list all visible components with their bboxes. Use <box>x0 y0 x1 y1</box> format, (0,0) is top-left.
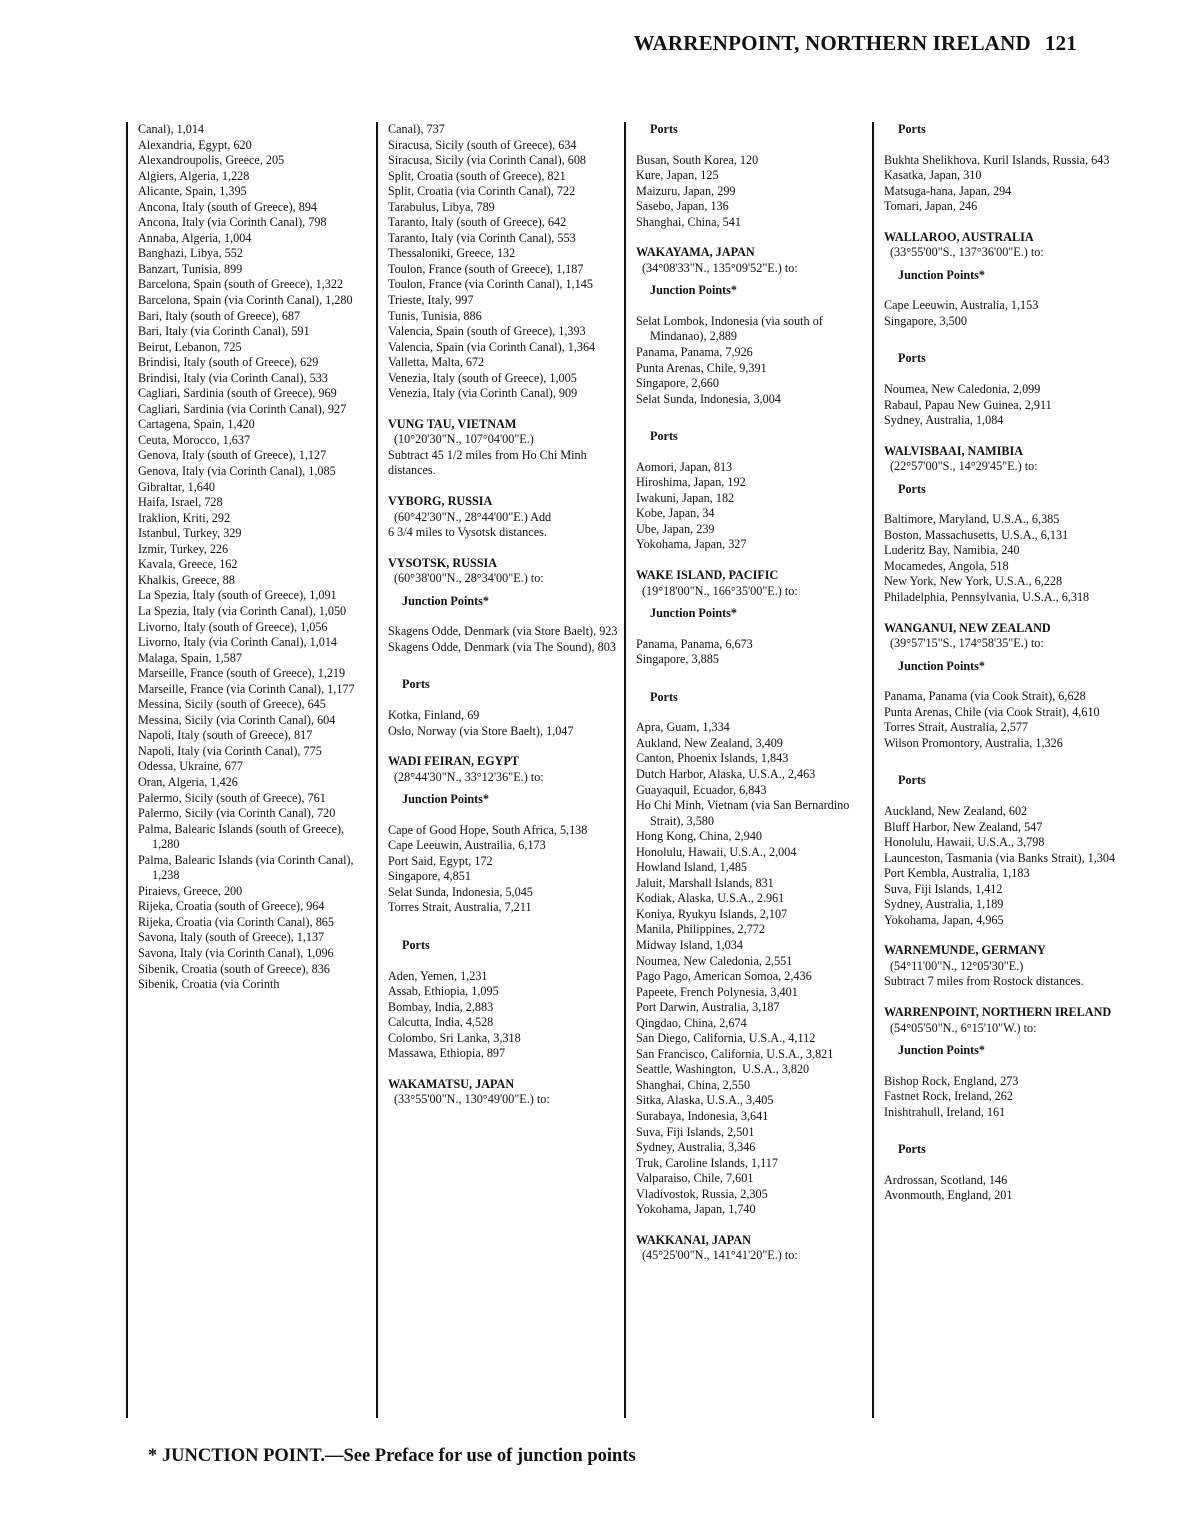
distance-entry: Koniya, Ryukyu Islands, 2,107 <box>636 906 788 921</box>
distance-entry: Shanghai, China, 2,550 <box>636 1077 751 1092</box>
running-head <box>634 31 1077 56</box>
section-subheading: Junction Points* <box>898 1043 986 1058</box>
distance-entry: Sibenik, Croatia (south of Greece), 836 <box>138 961 330 976</box>
distance-entry: Rijeka, Croatia (via Corinth Canal), 865 <box>138 914 334 929</box>
distance-entry: Punta Arenas, Chile, 9,391 <box>636 360 767 375</box>
distance-entry: Panama, Panama (via Cook Strait), 6,628 <box>884 689 1086 704</box>
distance-entry: Guayaquil, Ecuador, 6,843 <box>636 782 767 797</box>
spacer <box>388 916 620 931</box>
distance-entry: Torres Strait, Australia, 2,577 <box>884 720 1029 735</box>
port-coordinates: (28°44'30"N., 33°12'36"E.) to: <box>394 769 544 784</box>
port-heading: VYSOTSK, RUSSIA <box>388 555 498 570</box>
port-coordinates: (34°08'33"N., 135°09'52"E.) to: <box>642 260 798 275</box>
distance-entry: Brindisi, Italy (via Corinth Canal), 533 <box>138 370 328 385</box>
distance-entry: San Diego, California, U.S.A., 4,112 <box>636 1031 816 1046</box>
distance-entry: Baltimore, Maryland, U.S.A., 6,385 <box>884 512 1060 527</box>
distance-entry: Messina, Sicily (via Corinth Canal), 604 <box>138 712 336 727</box>
distance-entry: Aukland, New Zealand, 3,409 <box>636 735 783 750</box>
column-2 <box>376 122 620 1418</box>
distance-entry: Cartagena, Spain, 1,420 <box>138 417 255 432</box>
distance-entry: Papeete, French Polynesia, 3,401 <box>636 984 798 999</box>
distance-entry: Barcelona, Spain (south of Greece), 1,322 <box>138 277 344 292</box>
distance-entry: Sydney, Australia, 3,346 <box>636 1140 756 1155</box>
distance-entry: Beirut, Lebanon, 725 <box>138 339 242 354</box>
distance-entry: Port Kembla, Australia, 1,183 <box>884 866 1030 881</box>
distance-entry: Qingdao, China, 2,674 <box>636 1015 747 1030</box>
port-coordinates: (54°11'00"N., 12°05'30"E.) <box>890 958 1024 973</box>
distance-entry: Luderitz Bay, Namibia, 240 <box>884 543 1020 558</box>
distance-entry: Piraievs, Greece, 200 <box>138 883 243 898</box>
column-1 <box>126 122 370 1418</box>
distance-entry: Cape Leeuwin, Austrailia, 6,173 <box>388 838 546 853</box>
distance-entry: Port Darwin, Australia, 3,187 <box>636 1000 780 1015</box>
distance-entry: Valencia, Spain (via Corinth Canal), 1,364 <box>388 339 596 354</box>
distance-entry: Banghazi, Libya, 552 <box>138 246 243 261</box>
section-subheading: Ports <box>898 773 926 788</box>
distance-entry: Ho Chi Minh, Vietnam (via San Bernardino Strait), 3,580 <box>636 798 853 828</box>
distance-entry: Ardrossan, Scotland, 146 <box>884 1172 1008 1187</box>
section-subheading: Junction Points* <box>402 792 490 807</box>
distance-entry: Cagliari, Sardinia (south of Greece), 969 <box>138 386 337 401</box>
port-coordinates: (54°05'50"N., 6°15'10"W.) to: <box>890 1020 1037 1035</box>
distance-entry: Singapore, 4,851 <box>388 869 471 884</box>
port-coordinates: (22°57'00"S., 14°29'45"E.) to: <box>890 459 1038 474</box>
distance-entry: Khalkis, Greece, 88 <box>138 572 235 587</box>
distance-entry: Alexandria, Egypt, 620 <box>138 137 252 152</box>
port-note: Subtract 7 miles from Rostock distances. <box>884 974 1084 989</box>
distance-entry: Palermo, Sicily (via Corinth Canal), 720 <box>138 806 336 821</box>
distance-entry: Canal), 737 <box>388 122 445 136</box>
distance-entry: Savona, Italy (south of Greece), 1,137 <box>138 930 325 945</box>
port-heading: WAKKANAI, JAPAN <box>636 1232 751 1247</box>
distance-entry: Avonmouth, England, 201 <box>884 1188 1013 1203</box>
distance-entry: Messina, Sicily (south of Greece), 645 <box>138 697 326 712</box>
distance-entry: Haifa, Israel, 728 <box>138 495 223 510</box>
distance-entry: Genova, Italy (via Corinth Canal), 1,085 <box>138 464 336 479</box>
distance-entry: Napoli, Italy (south of Greece), 817 <box>138 728 313 743</box>
section-subheading: Ports <box>402 937 430 952</box>
section-subheading: Junction Points* <box>898 658 986 673</box>
distance-entry: La Spezia, Italy (via Corinth Canal), 1,050 <box>138 603 347 618</box>
distance-entry: Brindisi, Italy (south of Greece), 629 <box>138 355 319 370</box>
spacer <box>884 1120 1116 1135</box>
distance-entry: Trieste, Italy, 997 <box>388 293 474 308</box>
port-note: 6 3/4 miles to Vysotsk distances. <box>388 525 547 540</box>
distance-entry: Marseille, France (via Corinth Canal), 1,177 <box>138 681 355 696</box>
port-coordinates: (60°42'30"N., 28°44'00"E.) Add <box>394 509 552 524</box>
section-subheading: Ports <box>898 351 926 366</box>
distance-entry: Taranto, Italy (south of Greece), 642 <box>388 215 567 230</box>
distance-entry: Inishtrahull, Ireland, 161 <box>884 1104 1006 1119</box>
distance-entry: Hong Kong, China, 2,940 <box>636 829 762 844</box>
distance-entry: Palma, Balearic Islands (south of Greece), 1,280 <box>138 821 348 852</box>
distance-entry: Sydney, Australia, 1,084 <box>884 413 1004 428</box>
port-heading: WADI FEIRAN, EGYPT <box>388 754 520 769</box>
distance-entry: Mocamedes, Angola, 518 <box>884 558 1009 573</box>
port-heading: WAKAMATSU, JAPAN <box>388 1076 515 1091</box>
distance-entry: Kodiak, Alaska, U.S.A., 2.961 <box>636 891 785 906</box>
spacer <box>884 751 1116 766</box>
distance-entry: Valparaiso, Chile, 7,601 <box>636 1171 754 1186</box>
distance-entry: Valencia, Spain (south of Greece), 1,393 <box>388 324 586 339</box>
distance-entry: Selat Sunda, Indonesia, 3,004 <box>636 391 781 406</box>
distance-entry: Odessa, Ukraine, 677 <box>138 759 243 774</box>
distance-entry: Vladivostok, Russia, 2,305 <box>636 1186 768 1201</box>
distance-entry: Suva, Fiji Islands, 1,412 <box>884 881 1003 896</box>
distance-entry: Bombay, India, 2,883 <box>388 999 494 1014</box>
section-subheading: Junction Points* <box>898 267 986 282</box>
distance-entry: Canal), 1,014 <box>138 122 205 136</box>
distance-entry: Matsuga-hana, Japan, 294 <box>884 183 1012 198</box>
distance-entry: Ceuta, Morocco, 1,637 <box>138 432 251 447</box>
distance-entry: Yokohama, Japan, 4,965 <box>884 912 1004 927</box>
distance-entry: Rabaul, Papau New Guinea, 2,911 <box>884 397 1052 412</box>
distance-entry: Selat Sunda, Indonesia, 5,045 <box>388 884 533 899</box>
distance-entry: Cagliari, Sardinia (via Corinth Canal), 927 <box>138 401 347 416</box>
port-heading: WANGANUI, NEW ZEALAND <box>884 620 1051 635</box>
footnote: * JUNCTION POINT.—See Preface for use of junction points <box>148 1446 636 1466</box>
distance-entry: La Spezia, Italy (south of Greece), 1,091 <box>138 588 337 603</box>
distance-entry: Assab, Ethiopia, 1,095 <box>388 984 499 999</box>
port-heading: VUNG TAU, VIETNAM <box>388 416 517 431</box>
distance-entry: Taranto, Italy (via Corinth Canal), 553 <box>388 230 576 245</box>
spacer <box>884 329 1116 344</box>
distance-entry: Noumea, New Caledonia, 2,551 <box>636 953 793 968</box>
distance-entry: Surabaya, Indonesia, 3,641 <box>636 1108 769 1123</box>
distance-entry: Singapore, 3,500 <box>884 313 967 328</box>
distance-entry: Shanghai, China, 541 <box>636 214 741 229</box>
distance-entry: Torres Strait, Australia, 7,211 <box>388 900 532 915</box>
distance-entry: Kavala, Greece, 162 <box>138 557 238 572</box>
distance-entry: Rijeka, Croatia (south of Greece), 964 <box>138 899 325 914</box>
distance-entry: Skagens Odde, Denmark (via The Sound), 803 <box>388 639 616 654</box>
distance-entry: Selat Lombok, Indonesia (via south of Mindanao), 2,889 <box>636 313 826 344</box>
distance-entry: Fastnet Rock, Ireland, 262 <box>884 1089 1013 1104</box>
distance-entry: Iraklion, Kriti, 292 <box>138 510 231 525</box>
distance-entry: Hiroshima, Japan, 192 <box>636 475 746 490</box>
column-3 <box>624 122 868 1418</box>
section-subheading: Ports <box>650 689 678 704</box>
port-coordinates: (33°55'00"S., 137°36'00"E.) to: <box>890 245 1044 260</box>
distance-entry: Panama, Panama, 7,926 <box>636 345 753 360</box>
distance-entry: Manila, Philippines, 2,772 <box>636 922 765 937</box>
distance-entry: Howland Island, 1,485 <box>636 860 748 875</box>
distance-entry: Oslo, Norway (via Store Baelt), 1,047 <box>388 723 574 738</box>
distance-entry: Boston, Massachusetts, U.S.A., 6,131 <box>884 527 1069 542</box>
distance-entry: Livorno, Italy (via Corinth Canal), 1,014 <box>138 635 338 650</box>
running-head-title: WARRENPOINT, NORTHERN IRELAND <box>633 31 1031 55</box>
port-heading: WALVISBAAI, NAMIBIA <box>884 443 1024 458</box>
distance-entry: Seattle, Washington, U.S.A., 3,820 <box>636 1062 810 1077</box>
port-coordinates: (33°55'00"N., 130°49'00"E.) to: <box>394 1092 550 1107</box>
distance-entry: Colombo, Sri Lanka, 3,318 <box>388 1030 521 1045</box>
distance-entry: Palma, Balearic Islands (via Corinth Canal), 1,238 <box>138 852 357 883</box>
port-heading: VYBORG, RUSSIA <box>388 494 493 509</box>
distance-entry: Palermo, Sicily (south of Greece), 761 <box>138 790 326 805</box>
distance-entry: Genova, Italy (south of Greece), 1,127 <box>138 448 327 463</box>
distance-entry: Honolulu, Hawaii, U.S.A., 3,798 <box>884 835 1045 850</box>
distance-entry: Gibraltar, 1,640 <box>138 479 216 494</box>
distance-entry: Malaga, Spain, 1,587 <box>138 650 242 665</box>
distance-entry: San Francisco, California, U.S.A., 3,821 <box>636 1046 834 1061</box>
distance-entry: Kotka, Finland, 69 <box>388 707 480 722</box>
distance-entry: Ancona, Italy (south of Greece), 894 <box>138 199 318 214</box>
distance-entry: Bari, Italy (south of Greece), 687 <box>138 308 301 323</box>
distance-entry: Bukhta Shelikhova, Kuril Islands, Russia, 643 <box>884 152 1110 167</box>
distance-entry: Launceston, Tasmania (via Banks Strait), 1,304 <box>884 850 1116 865</box>
distance-entry: Split, Croatia (south of Greece), 821 <box>388 168 566 183</box>
section-subheading: Junction Points* <box>650 606 738 621</box>
port-heading: WALLAROO, AUSTRALIA <box>884 229 1034 244</box>
distance-entry: Alicante, Spain, 1,395 <box>138 184 247 199</box>
distance-entry: Apra, Guam, 1,334 <box>636 720 730 735</box>
port-coordinates: (60°38'00"N., 28°34'00"E.) to: <box>394 571 544 586</box>
distance-entry: Savona, Italy (via Corinth Canal), 1,096 <box>138 945 334 960</box>
distance-entry: Yokohama, Japan, 1,740 <box>636 1202 756 1217</box>
distance-entry: New York, New York, U.S.A., 6,228 <box>884 574 1063 589</box>
distance-entry: Tunis, Tunisia, 886 <box>388 308 482 323</box>
distance-entry: Aomori, Japan, 813 <box>636 459 733 474</box>
distance-entry: Siracusa, Sicily (via Corinth Canal), 608 <box>388 153 587 168</box>
distance-entry: Banzart, Tunisia, 899 <box>138 261 243 276</box>
distance-entry: Panama, Panama, 6,673 <box>636 636 753 651</box>
distance-entry: Venezia, Italy (south of Greece), 1,005 <box>388 370 577 385</box>
spacer <box>636 407 868 422</box>
distance-entry: Split, Croatia (via Corinth Canal), 722 <box>388 184 576 199</box>
distance-entry: Sitka, Alaska, U.S.A., 3,405 <box>636 1093 774 1108</box>
section-subheading: Ports <box>898 122 926 136</box>
port-coordinates: (39°57'15"S., 174°58'35"E.) to: <box>890 636 1044 651</box>
distance-entry: Iwakuni, Japan, 182 <box>636 490 735 505</box>
distance-entry: Honolulu, Hawaii, U.S.A., 2,004 <box>636 844 797 859</box>
distance-entry: Midway Island, 1,034 <box>636 937 743 952</box>
distance-entry: Livorno, Italy (south of Greece), 1,056 <box>138 619 328 634</box>
distance-entry: Tarabulus, Libya, 789 <box>388 199 495 214</box>
port-note: Subtract 45 1/2 miles from Ho Chi Minh distances. <box>388 447 587 478</box>
distance-entry: Toulon, France (via Corinth Canal), 1,145 <box>388 277 593 292</box>
port-coordinates: (19°18'00"N., 166°35'00"E.) to: <box>642 583 798 598</box>
distance-entry: Istanbul, Turkey, 329 <box>138 526 242 541</box>
distance-entry: Kasatka, Japan, 310 <box>884 168 982 183</box>
distance-entry: Alexandroupolis, Greece, 205 <box>138 153 285 168</box>
port-heading: WAKE ISLAND, PACIFIC <box>636 568 779 583</box>
distance-entry: Massawa, Ethiopia, 897 <box>388 1046 506 1061</box>
column-4 <box>872 122 1116 1418</box>
distance-entry: Singapore, 3,885 <box>636 652 719 667</box>
distance-entry: Canton, Phoenix Islands, 1,843 <box>636 751 789 766</box>
section-subheading: Ports <box>898 1142 926 1157</box>
distance-entry: Busan, South Korea, 120 <box>636 152 759 167</box>
distance-entry: Kure, Japan, 125 <box>636 168 719 183</box>
distance-entry: Sasebo, Japan, 136 <box>636 199 729 214</box>
distance-entry: Wilson Promontory, Australia, 1,326 <box>884 735 1063 750</box>
port-heading: WARRENPOINT, NORTHERN IRELAND <box>884 1004 1112 1019</box>
distance-entry: Philadelphia, Pennsylvania, U.S.A., 6,318 <box>884 590 1090 605</box>
port-coordinates: (45°25'00"N., 141°41'20"E.) to: <box>642 1248 798 1263</box>
distance-entry: Ancona, Italy (via Corinth Canal), 798 <box>138 215 327 230</box>
port-heading: WAKAYAMA, JAPAN <box>636 245 755 260</box>
distance-entry: Bishop Rock, England, 273 <box>884 1073 1019 1088</box>
distance-entry: Thessaloniki, Greece, 132 <box>388 246 516 261</box>
distance-entry: Valletta, Malta, 672 <box>388 355 485 370</box>
distance-entry: Sydney, Australia, 1,189 <box>884 897 1004 912</box>
distance-entry: Toulon, France (south of Greece), 1,187 <box>388 261 584 276</box>
distance-entry: Truk, Caroline Islands, 1,117 <box>636 1155 778 1170</box>
spacer <box>388 655 620 670</box>
distance-entry: Napoli, Italy (via Corinth Canal), 775 <box>138 743 322 758</box>
section-subheading: Ports <box>650 122 678 136</box>
distance-entry: Ube, Japan, 239 <box>636 521 715 536</box>
distance-entry: Yokohama, Japan, 327 <box>636 537 747 552</box>
distance-entry: Noumea, New Caledonia, 2,099 <box>884 382 1041 397</box>
distance-entry: Cape of Good Hope, South Africa, 5,138 <box>388 822 588 837</box>
distance-entry: Punta Arenas, Chile (via Cook Strait), 4,610 <box>884 704 1100 719</box>
distance-entry: Annaba, Algeria, 1,004 <box>138 230 252 245</box>
distance-entry: Singapore, 2,660 <box>636 376 719 391</box>
distance-entry: Port Said, Egypt, 172 <box>388 853 493 868</box>
section-subheading: Ports <box>650 429 678 444</box>
distance-entry: Algiers, Algeria, 1,228 <box>138 168 250 183</box>
distance-entry: Suva, Fiji Islands, 2,501 <box>636 1124 755 1139</box>
distance-entry: Oran, Algeria, 1,426 <box>138 774 238 789</box>
distance-entry: Cape Leeuwin, Australia, 1,153 <box>884 298 1039 313</box>
distance-entry: Bluff Harbor, New Zealand, 547 <box>884 819 1043 834</box>
section-subheading: Junction Points* <box>650 283 738 298</box>
distance-entry: Pago Pago, American Somoa, 2,436 <box>636 969 812 984</box>
distance-entry: Kobe, Japan, 34 <box>636 506 715 521</box>
distance-entry: Sibenik, Croatia (via Corinth <box>138 977 280 992</box>
distance-entry: Barcelona, Spain (via Corinth Canal), 1,280 <box>138 293 353 308</box>
distance-entry: Aden, Yemen, 1,231 <box>388 968 488 983</box>
distance-entry: Maizuru, Japan, 299 <box>636 183 736 198</box>
distance-entry: Jaluit, Marshall Islands, 831 <box>636 875 774 890</box>
page-number: 121 <box>1044 31 1077 55</box>
distance-entry: Siracusa, Sicily (south of Greece), 634 <box>388 137 577 152</box>
distance-entry: Venezia, Italy (via Corinth Canal), 909 <box>388 386 578 401</box>
port-heading: WARNEMUNDE, GERMANY <box>884 943 1046 958</box>
distance-entry: Marseille, France (south of Greece), 1,219 <box>138 666 346 681</box>
port-coordinates: (10°20'30"N., 107°04'00"E.) <box>394 432 534 447</box>
distance-entry: Izmir, Turkey, 226 <box>138 541 229 556</box>
distance-entry: Calcutta, India, 4,528 <box>388 1015 494 1030</box>
section-subheading: Ports <box>898 481 926 496</box>
section-subheading: Junction Points* <box>402 593 490 608</box>
distance-entry: Tomari, Japan, 246 <box>884 199 978 214</box>
distance-entry: Auckland, New Zealand, 602 <box>884 803 1028 818</box>
distance-entry: Dutch Harbor, Alaska, U.S.A., 2,463 <box>636 766 816 781</box>
distance-entry: Bari, Italy (via Corinth Canal), 591 <box>138 324 310 339</box>
section-subheading: Ports <box>402 677 430 692</box>
distance-entry: Skagens Odde, Denmark (via Store Baelt), 923 <box>388 624 618 639</box>
spacer <box>636 668 868 683</box>
